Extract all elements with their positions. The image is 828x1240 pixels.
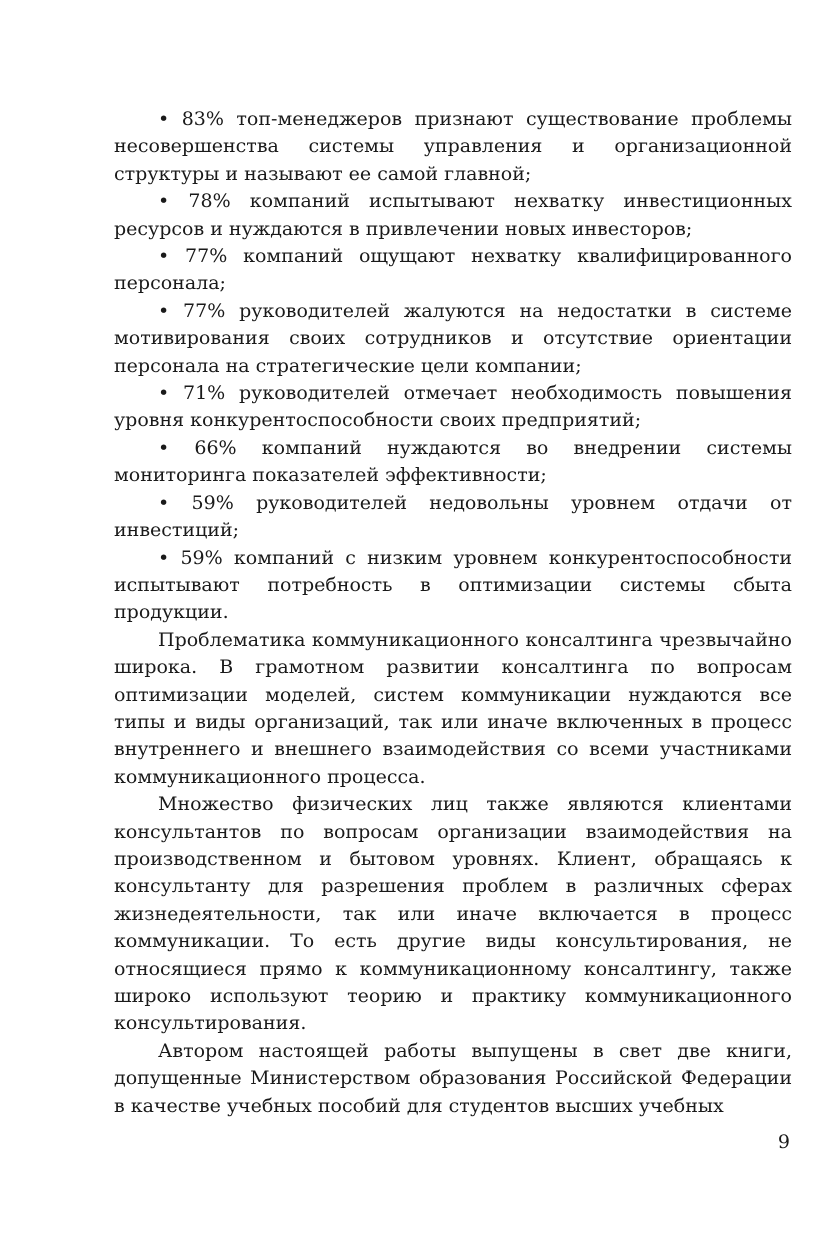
page-number: 9: [777, 1131, 790, 1153]
bullet-item: • 59% компаний с низким уровнем конкурентоспособности испытывают потребность в оптимизации системы сбыта продукции.: [114, 546, 792, 624]
bullet-item: • 83% топ-менеджеров признают существование проблемы несовершенства системы управления и организационной структуры и называют ее самой главной;: [114, 108, 792, 185]
bullet-item: • 77% компаний ощущают нехватку квалифицированного персонала;: [114, 245, 792, 295]
bullet-item: • 71% руководителей отмечает необходимость повышения уровня конкурентоспособности своих предприятий;: [114, 382, 792, 432]
paragraph: Проблематика коммуникационного консалтинга чрезвычайно широка. В грамотном развитии консалтинга по вопросам оптимизации моделей, систем коммуникации нуждаются все типы и виды организаций, так или иначе включенных в процесс внутреннего и внешнего взаимодействия со всеми участниками коммуникационного процесса.: [114, 628, 792, 788]
bullet-item: • 66% компаний нуждаются во внедрении системы мониторинга показателей эффективности;: [114, 436, 792, 487]
bullet-item: • 59% руководителей недовольны уровнем отдачи от инвестиций;: [114, 491, 792, 542]
bullet-item: • 77% руководителей жалуются на недостатки в системе мотивирования своих сотрудников и отсутствие ориентации персонала на стратегические цели компании;: [114, 299, 792, 377]
page-body: [114, 106, 792, 1120]
paragraph: Множество физических лиц также являются клиентами консультантов по вопросам организации взаимодействия на производственном и бытовом уровнях. Клиент, обращаясь к консультанту для разрешения проблем в различных сферах жизнедеятельности, так или иначе включается в процесс коммуникации. То есть другие виды консультирования, не относящиеся прямо к коммуникационному консалтингу, также широко используют теорию и практику коммуникационного консультирования.: [114, 793, 792, 1035]
paragraph: Автором настоящей работы выпущены в свет две книги, допущенные Министерством образования Российской Федерации в качестве учебных пособий для студентов высших учебных: [114, 1039, 792, 1117]
bullet-item: • 78% компаний испытывают нехватку инвестиционных ресурсов и нуждаются в привлечении новых инвесторов;: [114, 190, 792, 240]
